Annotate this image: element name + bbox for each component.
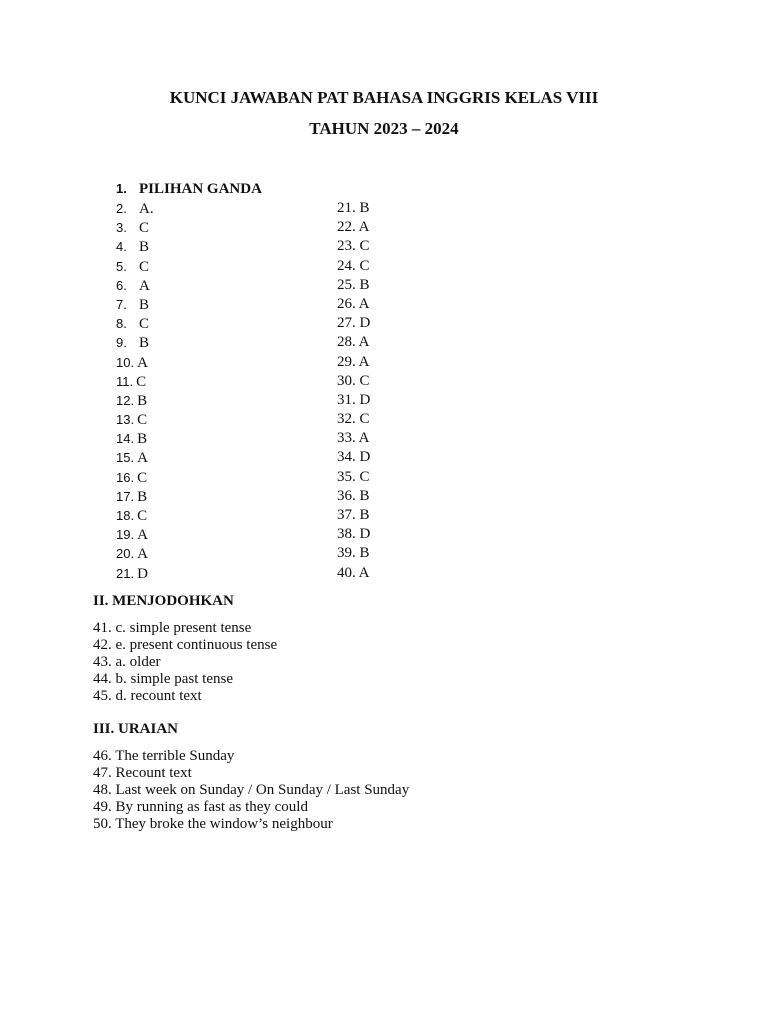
- list-item: 48. Last week on Sunday / On Sunday / Last Sunday: [93, 781, 410, 798]
- answer-row: 35. C: [337, 468, 370, 485]
- answer-row: 40. A: [337, 564, 370, 581]
- answer-letter: C: [136, 373, 147, 390]
- answer-number: 17.: [116, 488, 135, 504]
- answer-row: [116, 448, 154, 467]
- answer-letter: B: [139, 239, 150, 256]
- answer-row: [116, 276, 154, 295]
- answer-letter: A: [137, 450, 148, 467]
- section-2-heading: II. MENJODOHKAN: [93, 593, 234, 609]
- answer-number: 13.: [116, 412, 135, 428]
- answers-right-column: [337, 199, 370, 583]
- section-3-heading: III. URAIAN: [93, 721, 179, 737]
- answer-letter: B: [137, 488, 148, 505]
- answer-number: 20.: [116, 546, 135, 562]
- answer-row: 22. A: [337, 219, 370, 236]
- answer-number: 14.: [116, 431, 135, 447]
- section-1-title: PILIHAN GANDA: [139, 181, 262, 197]
- answer-row: [116, 429, 154, 448]
- answer-row: 26. A: [337, 295, 370, 312]
- answer-letter: C: [139, 258, 150, 275]
- answer-row: [116, 506, 154, 525]
- answer-row: [116, 525, 154, 544]
- answer-letter: D: [137, 565, 148, 582]
- answer-row: 38. D: [337, 526, 371, 543]
- list-item: 50. They broke the window’s neighbour: [93, 815, 333, 832]
- answer-number: 16.: [116, 469, 135, 485]
- answer-letter: A.: [139, 201, 154, 217]
- answer-letter: A: [137, 527, 148, 544]
- answer-number: 8.: [116, 316, 127, 332]
- answer-number: 10.: [116, 354, 135, 370]
- list-item: 43. a. older: [93, 653, 161, 670]
- answer-number: 6.: [116, 277, 127, 293]
- document-year: TAHUN 2023 – 2024: [309, 119, 459, 138]
- answer-row: 25. B: [337, 276, 370, 293]
- answer-row: 28. A: [337, 334, 370, 351]
- answer-number: 4.: [116, 239, 127, 255]
- answer-letter: A: [139, 277, 150, 294]
- answer-letter: B: [137, 392, 148, 409]
- answer-letter: C: [137, 412, 148, 429]
- answer-row: 21. B: [337, 200, 370, 216]
- answer-row: [116, 237, 154, 256]
- answer-row: 27. D: [337, 315, 371, 332]
- answer-row: [116, 564, 154, 583]
- answer-number: 7.: [116, 296, 127, 312]
- answer-row: 37. B: [337, 507, 370, 523]
- answer-row: 32. C: [337, 411, 370, 428]
- answer-row: [116, 372, 154, 391]
- answer-number: 12.: [116, 392, 135, 408]
- answer-number: 18.: [116, 508, 135, 523]
- answer-row: [116, 353, 154, 372]
- list-item: 46. The terrible Sunday: [93, 748, 235, 764]
- answer-letter: A: [137, 354, 148, 371]
- answer-number: 11.: [116, 373, 134, 389]
- answer-row: 34. D: [337, 449, 371, 466]
- answer-letter: A: [137, 546, 148, 563]
- section-1-heading: [116, 180, 262, 198]
- section-3-list: [93, 748, 409, 832]
- list-item: 47. Recount text: [93, 764, 192, 781]
- answer-number: 15.: [116, 450, 135, 466]
- answer-letter: B: [139, 296, 150, 313]
- answer-row: 23. C: [337, 238, 370, 255]
- document-title: KUNCI JAWABAN PAT BAHASA INGGRIS KELAS VIII: [169, 88, 599, 107]
- answer-number: 21.: [116, 565, 135, 581]
- list-item: 42. e. present continuous tense: [93, 636, 278, 653]
- section-2-list: [93, 620, 277, 704]
- answer-row: [116, 468, 154, 487]
- answer-row: 29. A: [337, 353, 370, 370]
- answer-letter: C: [137, 469, 148, 486]
- answer-row: 30. C: [337, 372, 370, 389]
- answer-row: 31. D: [337, 391, 371, 408]
- list-item: 49. By running as fast as they could: [93, 798, 308, 815]
- answer-row: [116, 487, 154, 506]
- answer-row: 39. B: [337, 545, 370, 562]
- answer-number: 2.: [116, 201, 127, 216]
- answer-letter: B: [139, 335, 150, 352]
- section-1-number: 1.: [116, 181, 127, 196]
- answer-row: [116, 333, 154, 352]
- answer-row: 24. C: [337, 257, 370, 274]
- answer-letter: B: [137, 431, 148, 448]
- answer-number: 9.: [116, 335, 127, 351]
- answer-number: 5.: [116, 258, 127, 274]
- answer-row: [116, 314, 154, 333]
- list-item: 45. d. recount text: [93, 687, 202, 704]
- answer-letter: C: [139, 316, 150, 333]
- answer-letter: C: [139, 220, 150, 237]
- list-item: 44. b. simple past tense: [93, 670, 233, 687]
- answer-row: 33. A: [337, 430, 370, 447]
- answer-number: 19.: [116, 527, 135, 543]
- answer-letter: C: [137, 508, 148, 524]
- answer-row: [116, 257, 154, 276]
- answer-row: [116, 410, 154, 429]
- answer-row: [116, 199, 154, 218]
- answer-row: [116, 218, 154, 237]
- answer-row: [116, 295, 154, 314]
- list-item: 41. c. simple present tense: [93, 620, 252, 636]
- answer-number: 3.: [116, 220, 127, 236]
- answer-row: 36. B: [337, 487, 370, 504]
- answer-row: [116, 544, 154, 563]
- answer-row: [116, 391, 154, 410]
- answers-left-column: [116, 199, 154, 583]
